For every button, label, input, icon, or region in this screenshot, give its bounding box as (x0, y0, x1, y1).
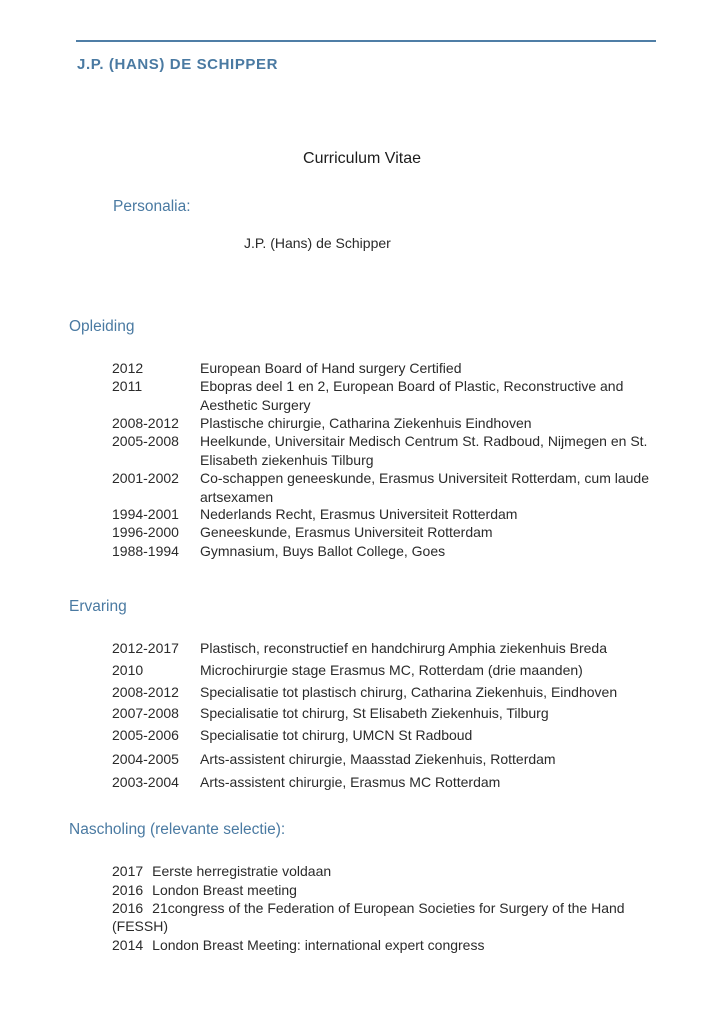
ervaring-entry (112, 750, 652, 769)
entry-text: Plastisch, reconstructief en handchirurg Amphia ziekenhuis Breda (200, 640, 607, 656)
entry-text: Arts-assistent chirurgie, Erasmus MC Rotterdam (200, 774, 501, 790)
entry-text: Eerste herregistratie voldaan (152, 863, 332, 879)
nascholing-entry (112, 936, 652, 954)
entry-text: Specialisatie tot plastisch chirurg, Catharina Ziekenhuis, Eindhoven (200, 684, 618, 700)
opleiding-entry (112, 377, 652, 414)
entry-year: 2001-2002 (112, 470, 179, 486)
ervaring-entry (112, 639, 652, 658)
nascholing-entry (112, 862, 652, 880)
person-name: J.P. (Hans) de Schipper (244, 235, 391, 251)
personalia-heading: Personalia: (113, 198, 191, 215)
entry-text: Gymnasium, Buys Ballot College, Goes (200, 543, 446, 559)
entry-text: London Breast Meeting: international expert congress (152, 937, 485, 953)
entry-year: 2005-2008 (112, 433, 179, 449)
entry-text: Arts-assistent chirurgie, Maasstad Ziekenhuis, Rotterdam (200, 751, 556, 767)
document-title: Curriculum Vitae (303, 150, 421, 167)
ervaring-entry (112, 683, 652, 702)
entry-year: 2003-2004 (112, 774, 179, 790)
entry-text: Co-schappen geneeskunde, Erasmus Universiteit Rotterdam, cum laude artsexamen (200, 470, 650, 505)
entry-year: 2012-2017 (112, 640, 179, 656)
entry-text: Heelkunde, Universitair Medisch Centrum St. Radboud, Nijmegen en St. Elisabeth ziekenhuis Tilburg (200, 433, 648, 468)
entry-year: 2017 (112, 863, 144, 879)
entry-text: 21congress of the Federation of European Societies for Surgery of the Hand (FESSH) (112, 900, 625, 934)
ervaring-heading: Ervaring (69, 598, 127, 615)
header-rule (76, 40, 656, 42)
entry-year: 1988-1994 (112, 543, 179, 559)
entry-year: 2016 (112, 882, 144, 898)
nascholing-entry (112, 881, 652, 899)
entry-text: Geneeskunde, Erasmus Universiteit Rotterdam (200, 524, 493, 540)
entry-year: 2008-2012 (112, 415, 179, 431)
entry-text: Plastische chirurgie, Catharina Ziekenhuis Eindhoven (200, 415, 532, 431)
ervaring-entry (112, 704, 652, 723)
entry-text: Specialisatie tot chirurg, UMCN St Radboud (200, 727, 473, 743)
entry-text: Ebopras deel 1 en 2, European Board of Plastic, Reconstructive and Aesthetic Surgery (200, 378, 624, 413)
entry-year: 2005-2006 (112, 727, 179, 743)
ervaring-entry (112, 726, 652, 745)
opleiding-entry (112, 542, 652, 561)
ervaring-entry (112, 773, 652, 792)
entry-year: 1994-2001 (112, 506, 179, 522)
opleiding-entry (112, 432, 652, 469)
entry-year: 2014 (112, 937, 144, 953)
entry-text: Nederlands Recht, Erasmus Universiteit Rotterdam (200, 506, 518, 522)
nascholing-heading: Nascholing (relevante selectie): (69, 821, 286, 838)
opleiding-entry (112, 523, 652, 542)
entry-year: 2012 (112, 360, 144, 376)
entry-year: 2008-2012 (112, 684, 179, 700)
entry-year: 2011 (112, 378, 143, 394)
opleiding-entry (112, 469, 652, 506)
entry-year: 2010 (112, 662, 144, 678)
opleiding-entry (112, 414, 652, 433)
header-name: J.P. (HANS) DE SCHIPPER (77, 56, 279, 73)
opleiding-entry (112, 359, 652, 378)
entry-text: European Board of Hand surgery Certified (200, 360, 462, 376)
entry-text: London Breast meeting (152, 882, 297, 898)
entry-text: Specialisatie tot chirurg, St Elisabeth Ziekenhuis, Tilburg (200, 705, 549, 721)
opleiding-heading: Opleiding (69, 318, 135, 335)
entry-text: Microchirurgie stage Erasmus MC, Rotterdam (drie maanden) (200, 662, 583, 678)
opleiding-entry (112, 505, 652, 524)
entry-year: 1996-2000 (112, 524, 179, 540)
entry-year: 2007-2008 (112, 705, 179, 721)
nascholing-entry (112, 899, 652, 935)
ervaring-entry (112, 661, 652, 680)
entry-year: 2016 (112, 900, 144, 916)
entry-year: 2004-2005 (112, 751, 179, 767)
